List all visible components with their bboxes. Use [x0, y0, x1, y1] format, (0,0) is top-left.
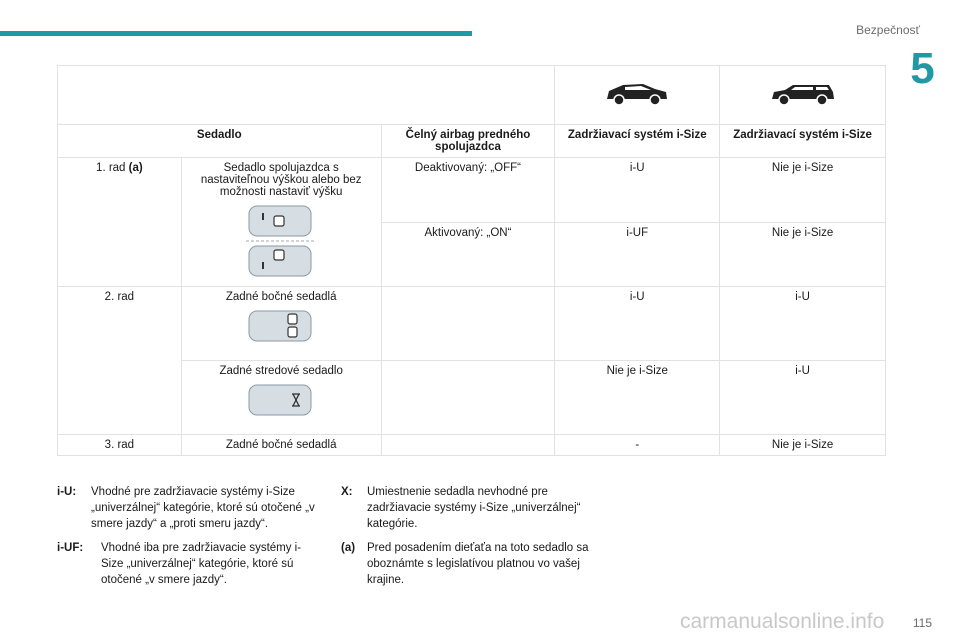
cell-on-isize-2: Nie je i-Size — [720, 222, 886, 287]
section-title: Bezpečnosť — [856, 23, 920, 37]
note-text-iu: Vhodné pre zadržiavacie systémy i-Size „univerzálnej“ kategórie, ktoré sú otočené „v smere jazdy“ a „proti smeru jazdy“. — [91, 486, 315, 530]
note-key-a: (a) — [341, 542, 356, 554]
cell-isize-2: Nie je i-Size — [720, 435, 886, 456]
note-key-x: X: — [341, 486, 353, 498]
cell-on-isize-1: i-UF — [555, 222, 720, 287]
row-note: (a) — [128, 162, 143, 174]
table-row — [58, 287, 886, 361]
page-number: 115 — [912, 616, 932, 630]
col-header-isize-2: Zadržiavací systém i-Size — [720, 125, 886, 158]
legend-notes — [57, 484, 887, 594]
note-text-a: Pred posadením dieťaťa na toto sedadlo sa oboznámte s legislatívou platnou vo vašej krajine. — [367, 542, 589, 586]
cell-off-isize-2: Nie je i-Size — [720, 158, 886, 223]
cell-isize-1: Nie je i-Size — [555, 361, 720, 435]
note-key-iuf: i-UF: — [57, 542, 84, 554]
row-label: 2. rad — [58, 287, 182, 435]
row-label: 1. rad — [96, 162, 126, 174]
front-seat-diagram-icon — [246, 204, 316, 280]
airbag-on-cell: Aktivovaný: „ON“ — [381, 222, 555, 287]
note-text-iuf: Vhodné iba pre zadržiavacie systémy i-Size „univerzálnej“ kategórie, ktoré sú otočené „v smere jazdy“. — [101, 542, 302, 586]
watermark: carmanualsonline.info — [680, 610, 885, 633]
cell-isize-1: - — [555, 435, 720, 456]
isize-table — [57, 65, 886, 456]
cell-isize-2: i-U — [720, 287, 886, 361]
table-row — [58, 435, 886, 456]
seat-label: Zadné bočné sedadlá — [225, 291, 337, 303]
icon-row — [58, 66, 886, 125]
cell-isize-1: i-U — [555, 287, 720, 361]
seat-label: Zadné stredové sedadlo — [219, 365, 343, 377]
header-row — [58, 125, 886, 158]
note-key-iu: i-U: — [57, 486, 77, 498]
col-header-airbag: Čelný airbag predného spolujazdca — [381, 125, 555, 158]
table-row — [58, 158, 886, 223]
table-row — [58, 361, 886, 435]
seat-label: Sedadlo spolujazdca s nastaviteľnou výškou alebo bez možnosti nastaviť výšku — [200, 162, 362, 198]
col-header-seat: Sedadlo — [58, 125, 382, 158]
top-accent-bar — [0, 31, 472, 36]
chapter-number: 5 — [885, 44, 960, 94]
seat-label: Zadné bočné sedadlá — [181, 435, 381, 456]
suv-icon — [555, 66, 720, 125]
rear-center-seat-diagram-icon — [246, 383, 316, 417]
station-wagon-icon — [720, 66, 886, 125]
cell-off-isize-1: i-U — [555, 158, 720, 223]
cell-isize-2: i-U — [720, 361, 886, 435]
airbag-off-cell: Deaktivovaný: „OFF“ — [381, 158, 555, 223]
note-text-x: Umiestnenie sedadla nevhodné pre zadržiavacie systémy i-Size „univerzálnej“ kategórie. — [367, 486, 581, 530]
col-header-isize-1: Zadržiavací systém i-Size — [555, 125, 720, 158]
row-label: 3. rad — [58, 435, 182, 456]
rear-side-seats-diagram-icon — [246, 309, 316, 343]
